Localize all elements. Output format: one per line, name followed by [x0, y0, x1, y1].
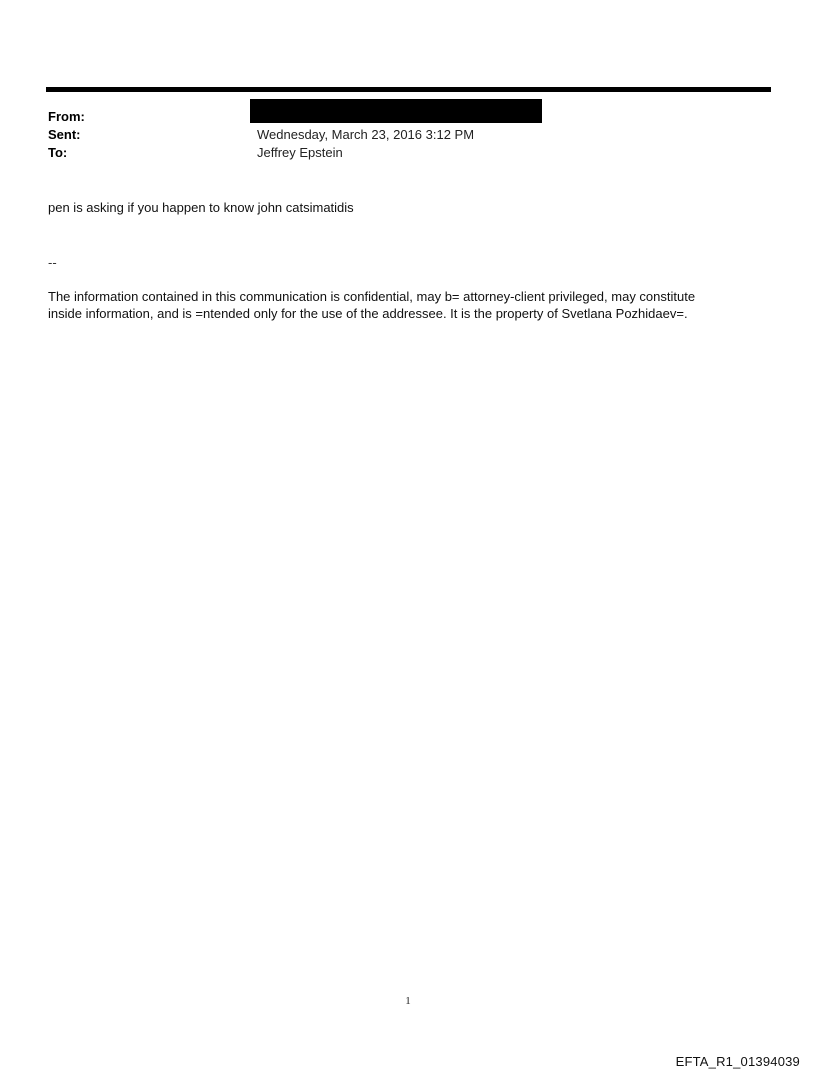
to-value: Jeffrey Epstein	[257, 145, 343, 160]
email-header-block	[48, 108, 768, 162]
to-label: To:	[48, 145, 68, 160]
sent-row	[48, 126, 768, 144]
sent-value: Wednesday, March 23, 2016 3:12 PM	[257, 127, 475, 142]
from-row	[48, 108, 768, 126]
confidentiality-disclaimer	[48, 288, 768, 322]
redaction-bar	[250, 99, 542, 123]
from-label: From:	[48, 109, 85, 124]
to-row	[48, 144, 768, 162]
disclaimer-line: The information contained in this communication is confidential, may b= attorney-client privileged, may constitute	[48, 289, 696, 304]
header-divider-rule	[46, 87, 771, 92]
disclaimer-line: inside information, and is =ntended only for the use of the addressee. It is the property of Svetlana Pozhidaev=.	[48, 306, 688, 321]
bates-number: EFTA_R1_01394039	[675, 1054, 800, 1069]
email-message: pen is asking if you happen to know john catsimatidis	[48, 200, 354, 215]
signature-separator: --	[48, 255, 57, 270]
sent-label: Sent:	[48, 127, 81, 142]
page-number: 1	[405, 995, 411, 1007]
